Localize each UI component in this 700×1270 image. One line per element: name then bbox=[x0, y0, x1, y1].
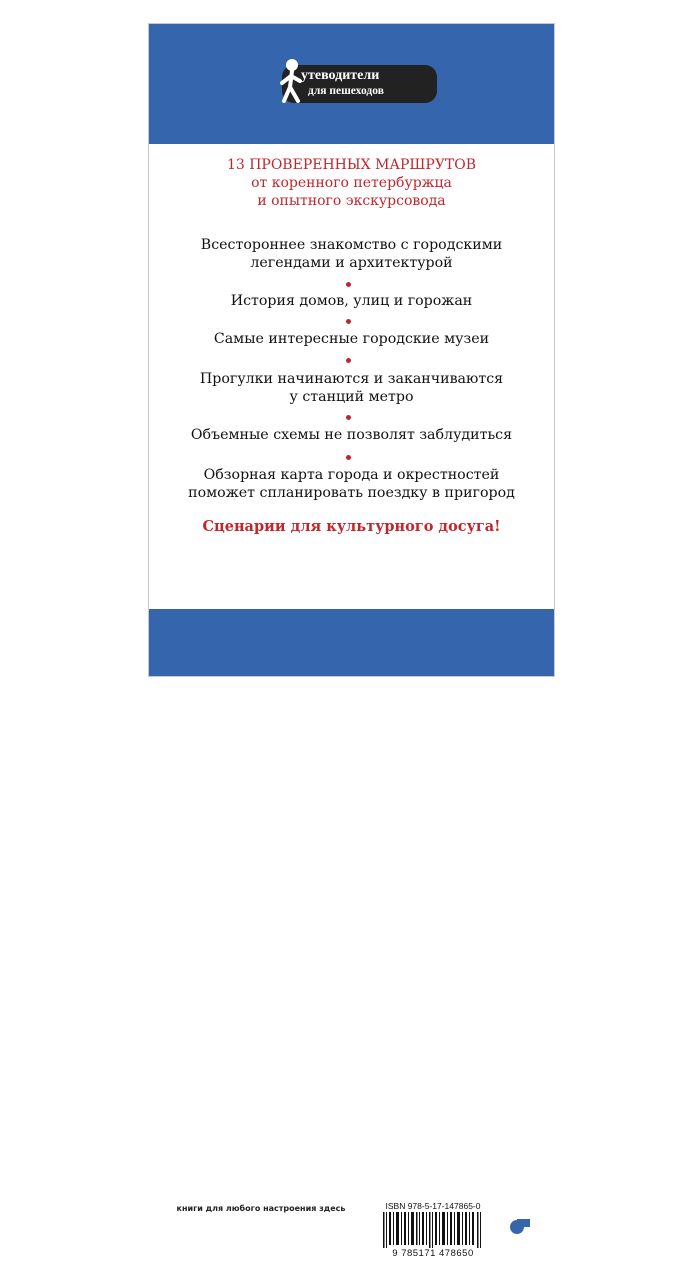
bottom-color-band bbox=[149, 609, 554, 1268]
ogiz-logo-icon bbox=[502, 1212, 532, 1242]
isbn: ISBN 978-5-17-147865-0 bbox=[385, 1201, 481, 1211]
barcode bbox=[376, 1200, 490, 1260]
bullet-dot bbox=[346, 455, 351, 460]
bullet-dot bbox=[346, 415, 351, 420]
series-logo-title: утеводители bbox=[301, 68, 380, 83]
social-link-vk[interactable]: vk.com/izdatelstvoast bbox=[244, 1233, 325, 1243]
headline-line-3: и опытного экскурсовода bbox=[257, 193, 446, 209]
series-logo-subtitle: для пешеходов bbox=[308, 85, 384, 97]
social-link-instagram[interactable]: instagram.com/izdatelstvoast bbox=[244, 1242, 350, 1252]
tagline: книги для любого настроения здесь bbox=[155, 1202, 367, 1215]
headline bbox=[149, 156, 554, 210]
slogan: Сценарии для культурного досуга! bbox=[202, 518, 501, 535]
imprint-name: ОГИЗ bbox=[506, 1245, 524, 1251]
feature-item: Самые интересные городские музеи bbox=[213, 331, 490, 347]
headline-line-1: 13 ПРОВЕРЕННЫХ МАРШРУТОВ bbox=[226, 157, 477, 173]
feature-item: Объемные схемы не позволят заблудиться bbox=[190, 427, 513, 443]
bullet-dot bbox=[346, 358, 351, 363]
publisher-caption: ИЗДАТЕЛЬСКАЯ ГРУППА АСТ bbox=[155, 1250, 223, 1255]
feature-item: Всестороннее знакомство с городскими легендами и архитектурой bbox=[200, 237, 503, 271]
social-link-ok[interactable]: ok.ru/izdatelstvoast bbox=[244, 1260, 318, 1270]
ok-icon bbox=[244, 1260, 251, 1267]
website-links[interactable]: www.ast.ru | www.book24.ru bbox=[244, 1219, 350, 1227]
instagram-icon bbox=[244, 1242, 251, 1249]
social-link-facebook[interactable]: facebook.com/izdatelstvoast bbox=[244, 1251, 347, 1261]
feature-item: История домов, улиц и горожан bbox=[230, 293, 473, 309]
book-back-cover bbox=[148, 23, 555, 1268]
ast-logo-icon bbox=[157, 1221, 239, 1249]
ast-logo-text: аст bbox=[159, 1228, 189, 1247]
headline-line-2: от коренного петербуржца bbox=[251, 175, 452, 191]
barcode-number: 9 785171 478650 bbox=[392, 1248, 474, 1259]
series-logo bbox=[282, 65, 437, 103]
barcode-bars bbox=[383, 1212, 483, 1248]
facebook-icon bbox=[244, 1251, 251, 1258]
bullet-dot bbox=[346, 319, 351, 324]
feature-item: Прогулки начинаются и заканчиваются у станций метро bbox=[199, 371, 504, 405]
feature-item: Обзорная карта города и окрестностей поможет спланировать поездку в пригород bbox=[188, 467, 515, 501]
bullet-dot bbox=[346, 282, 351, 287]
vk-icon bbox=[244, 1233, 251, 1240]
